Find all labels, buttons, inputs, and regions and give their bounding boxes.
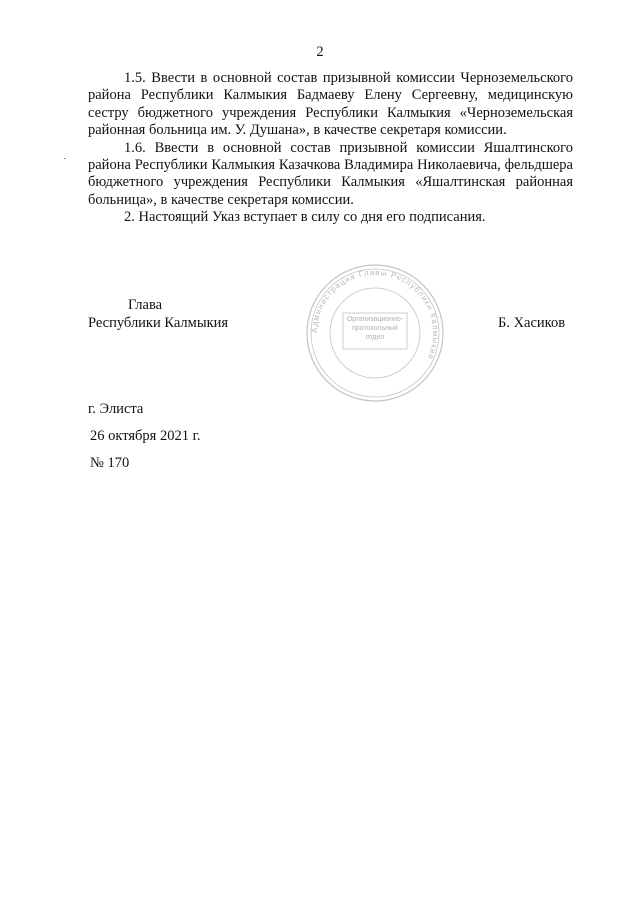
paragraph-1-6: 1.6. Ввести в основной состав призывной комиссии Яшалтинского района Республики Калмыкия Казачкова Владимира Николаевича, фельдшера бюджетного учреждения Республики Калмыкия «Яшалтинская районная больница», в качестве секретаря комиссии.	[88, 139, 573, 208]
signatory-organization: Республики Калмыкия	[88, 315, 229, 331]
paragraph-2: 2. Настоящий Указ вступает в силу со дня его подписания.	[124, 209, 486, 226]
paragraph-1-5: 1.5. Ввести в основной состав призывной комиссии Черноземельского района Республики Калмыкия Бадмаеву Елену Сергеевну, медицинскую сестру бюджетного учреждения Республики Калмыкия «Черноземельская районная больница им. У. Душана», в качестве секретаря комиссии.	[88, 70, 573, 139]
decree-number: № 170	[90, 455, 130, 471]
seal-ring-text: Администрация Главы Республики Калмыкия	[309, 267, 441, 362]
signing-date: 26 октября 2021 г.	[90, 428, 201, 444]
signatory-title: Глава	[128, 297, 163, 313]
signatory-name: Б. Хасиков	[498, 315, 566, 331]
decree-body	[88, 70, 573, 227]
margin-mark	[64, 158, 66, 159]
place-of-signing: г. Элиста	[88, 401, 144, 417]
page-number: 2	[316, 44, 324, 60]
official-seal	[300, 258, 450, 408]
seal-center-text: Организационно-протокольный отдел	[346, 316, 404, 341]
